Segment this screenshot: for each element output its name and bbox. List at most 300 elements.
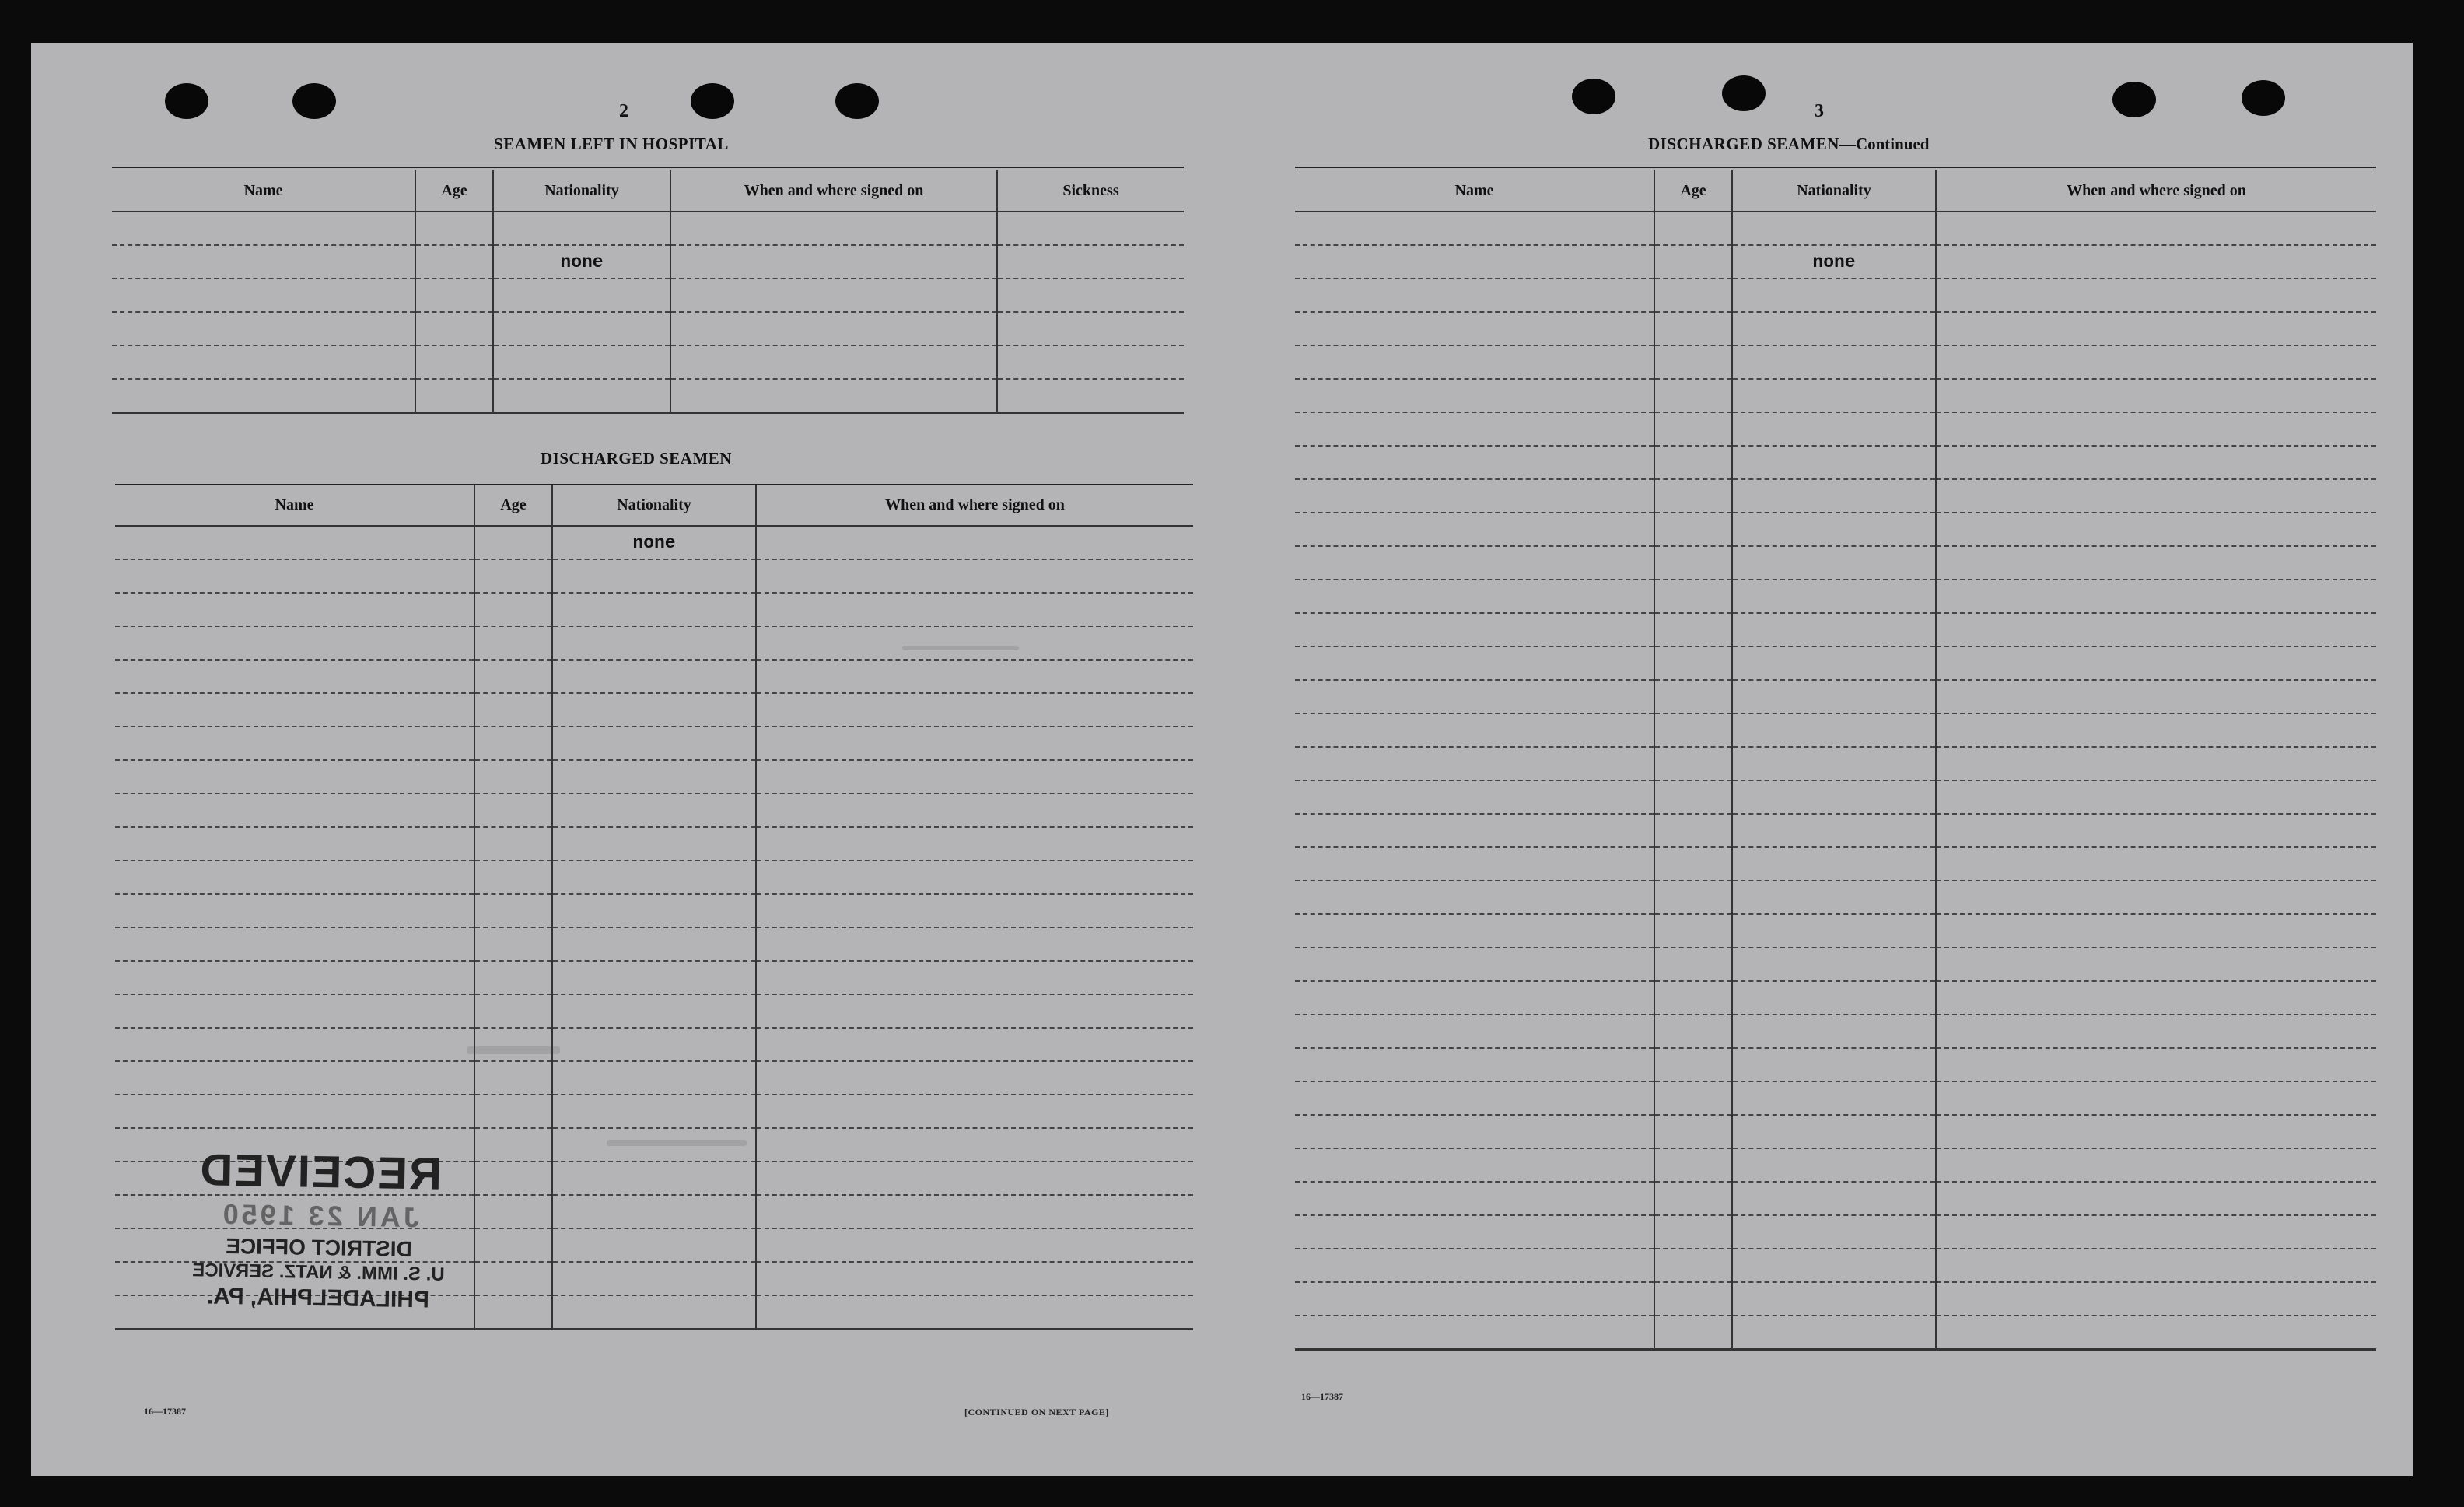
- cell: [670, 279, 997, 312]
- cell: [1732, 847, 1936, 881]
- cell: [1936, 881, 2376, 914]
- section-title-text: DISCHARGED SEAMEN: [1648, 135, 1839, 153]
- cell: [670, 212, 997, 245]
- cell: [115, 559, 474, 593]
- table-row: [1295, 780, 2376, 814]
- cell: [474, 760, 552, 794]
- discharged-continued-title: [1648, 135, 1929, 154]
- cell: [1295, 1182, 1654, 1215]
- cell: [1936, 279, 2376, 312]
- cell: [1654, 1215, 1732, 1249]
- cell: [474, 660, 552, 693]
- cell: [1295, 412, 1654, 446]
- table-row: [1295, 479, 2376, 513]
- cell: [1654, 1081, 1732, 1115]
- cell: [1936, 1115, 2376, 1148]
- cell: [552, 559, 756, 593]
- cell: [115, 660, 474, 693]
- table-row: [1295, 847, 2376, 881]
- column-header-name: Name: [1295, 169, 1654, 212]
- cell: [474, 1095, 552, 1128]
- cell: [997, 212, 1184, 245]
- table-row: [1295, 245, 2376, 279]
- table-row: [115, 1028, 1193, 1061]
- table-row: [1295, 312, 2376, 345]
- cell: [1936, 345, 2376, 379]
- table-row: [1295, 546, 2376, 580]
- cell: [115, 827, 474, 860]
- cell: [1936, 245, 2376, 279]
- cell: [1936, 1048, 2376, 1081]
- table-row: [1295, 1115, 2376, 1148]
- cell: [552, 727, 756, 760]
- cell: [1295, 245, 1654, 279]
- table-header-row: [115, 483, 1193, 526]
- table-row: [115, 693, 1193, 727]
- cell: [474, 1028, 552, 1061]
- cell: [552, 794, 756, 827]
- cell: [997, 245, 1184, 279]
- stamp-date: JAN 23 1950: [219, 1197, 420, 1234]
- cell: [756, 693, 1193, 727]
- cell: [1732, 1015, 1936, 1048]
- cell: [1654, 580, 1732, 613]
- cell: [552, 626, 756, 660]
- cell: [1732, 1048, 1936, 1081]
- cell: [1295, 1148, 1654, 1182]
- cell: [552, 693, 756, 727]
- cell: [415, 379, 493, 413]
- cell: [1654, 747, 1732, 780]
- cell: [415, 279, 493, 312]
- cell: [997, 379, 1184, 413]
- cell: [115, 1095, 474, 1128]
- cell: [1654, 780, 1732, 814]
- cell: [1936, 1249, 2376, 1282]
- cell: [474, 1262, 552, 1295]
- cell: [474, 727, 552, 760]
- cell: [474, 1295, 552, 1330]
- cell: [1936, 914, 2376, 948]
- cell: [1654, 1182, 1732, 1215]
- cell: [474, 1061, 552, 1095]
- column-header-sickness: Sickness: [997, 169, 1184, 212]
- cell: [1732, 412, 1936, 446]
- cell: [1295, 513, 1654, 546]
- table-row: [115, 760, 1193, 794]
- cell: [1936, 1316, 2376, 1350]
- cell: [1732, 981, 1936, 1015]
- column-header-name: Name: [112, 169, 415, 212]
- cell: [1654, 1148, 1732, 1182]
- table-row: [115, 961, 1193, 994]
- stamp-service: U. S. IMM. & NATZ. SERVICE: [192, 1260, 445, 1285]
- cell: [552, 927, 756, 961]
- cell: [1936, 312, 2376, 345]
- cell: [670, 245, 997, 279]
- cell: [756, 961, 1193, 994]
- cell: [1936, 446, 2376, 479]
- cell: [1654, 479, 1732, 513]
- cell: [1732, 1282, 1936, 1316]
- cell: [1654, 345, 1732, 379]
- cell: [1295, 1081, 1654, 1115]
- cell: [1936, 580, 2376, 613]
- cell: [1295, 1015, 1654, 1048]
- cell: [1654, 446, 1732, 479]
- cell: [1732, 713, 1936, 747]
- cell: [1654, 948, 1732, 981]
- cell: [115, 526, 474, 559]
- cell: [997, 279, 1184, 312]
- cell: [1654, 546, 1732, 580]
- hospital-section-title: SEAMEN LEFT IN HOSPITAL: [494, 135, 729, 153]
- cell: [493, 279, 670, 312]
- cell: [1732, 814, 1936, 847]
- cell: [1732, 780, 1936, 814]
- table-row: [115, 593, 1193, 626]
- cell: [1295, 713, 1654, 747]
- cell: [552, 1195, 756, 1228]
- cell: [756, 1195, 1193, 1228]
- cell: [1654, 680, 1732, 713]
- cell: [1295, 647, 1654, 680]
- table-row: [1295, 345, 2376, 379]
- cell: [756, 894, 1193, 927]
- table-row: [1295, 747, 2376, 780]
- cell: [1295, 814, 1654, 847]
- cell: [756, 1095, 1193, 1128]
- table-row: [1295, 914, 2376, 948]
- table-row: [115, 860, 1193, 894]
- stamp-office: DISTRICT OFFICE: [226, 1233, 413, 1262]
- cell: [756, 760, 1193, 794]
- cell: [1295, 1249, 1654, 1282]
- cell: [756, 860, 1193, 894]
- cell: [1936, 546, 2376, 580]
- column-header-nationality: Nationality: [493, 169, 670, 212]
- cell: [1732, 881, 1936, 914]
- cell: [1732, 279, 1936, 312]
- cell: [670, 345, 997, 379]
- cell: [415, 245, 493, 279]
- cell: [552, 660, 756, 693]
- cell: [1295, 1115, 1654, 1148]
- received-stamp: [170, 1145, 468, 1353]
- cell: [756, 827, 1193, 860]
- cell: [670, 379, 997, 413]
- table-header-row: [1295, 169, 2376, 212]
- cell: [115, 1061, 474, 1095]
- cell: [756, 626, 1193, 660]
- cell: [552, 1095, 756, 1128]
- cell: [1732, 212, 1936, 245]
- discharged-section-title: DISCHARGED SEAMEN: [541, 449, 732, 468]
- cell: [1295, 446, 1654, 479]
- cell: [1654, 647, 1732, 680]
- cell: [474, 693, 552, 727]
- cell: [1295, 580, 1654, 613]
- column-header-nationality: Nationality: [1732, 169, 1936, 212]
- cell: [1732, 312, 1936, 345]
- table-row: [1295, 981, 2376, 1015]
- cell: [112, 345, 415, 379]
- cell: [552, 1295, 756, 1330]
- cell: [756, 593, 1193, 626]
- cell: [1936, 814, 2376, 847]
- table-row: [1295, 513, 2376, 546]
- table-row: [1295, 1249, 2376, 1282]
- table-row: [1295, 279, 2376, 312]
- cell: [1295, 1215, 1654, 1249]
- cell: [756, 559, 1193, 593]
- cell: [1654, 279, 1732, 312]
- cell: [1936, 747, 2376, 780]
- cell: [1936, 1081, 2376, 1115]
- cell: [1654, 847, 1732, 881]
- cell: [474, 593, 552, 626]
- table-row: [115, 559, 1193, 593]
- right-page: [1222, 43, 2413, 1476]
- cell: [1936, 379, 2376, 412]
- cell: [1732, 479, 1936, 513]
- cell: [1654, 914, 1732, 948]
- cell: [552, 1061, 756, 1095]
- cell: [1295, 345, 1654, 379]
- left-page: [31, 43, 1221, 1476]
- table-row: [115, 927, 1193, 961]
- cell: [474, 1162, 552, 1195]
- cell: [1732, 1249, 1936, 1282]
- table-row: [1295, 647, 2376, 680]
- cell: [1654, 1048, 1732, 1081]
- table-row: [115, 994, 1193, 1028]
- cell: [1654, 981, 1732, 1015]
- cell: [1732, 345, 1936, 379]
- section-title-suffix: —Continued: [1839, 135, 1930, 153]
- nationality-entry: none: [1732, 245, 1936, 279]
- cell: [1732, 948, 1936, 981]
- cell: [1295, 312, 1654, 345]
- cell: [474, 526, 552, 559]
- cell: [1295, 747, 1654, 780]
- cell: [112, 279, 415, 312]
- table-row: [112, 212, 1184, 245]
- table-row: [1295, 680, 2376, 713]
- cell: [552, 894, 756, 927]
- table-row: [115, 727, 1193, 760]
- cell: [1654, 245, 1732, 279]
- table-row: [1295, 948, 2376, 981]
- cell: [1936, 1282, 2376, 1316]
- cell: [1654, 1115, 1732, 1148]
- cell: [756, 1162, 1193, 1195]
- cell: [997, 345, 1184, 379]
- column-header-age: Age: [474, 483, 552, 526]
- cell: [1295, 546, 1654, 580]
- cell: [756, 1262, 1193, 1295]
- cell: [1295, 613, 1654, 647]
- cell: [1732, 680, 1936, 713]
- cell: [474, 894, 552, 927]
- cell: [1732, 1182, 1936, 1215]
- cell: [552, 593, 756, 626]
- table-row: [1295, 446, 2376, 479]
- table-row: [1295, 379, 2376, 412]
- cell: [1732, 1081, 1936, 1115]
- cell: [1732, 546, 1936, 580]
- cell: [474, 1128, 552, 1162]
- cell: [1732, 1215, 1936, 1249]
- cell: [756, 927, 1193, 961]
- column-header-name: Name: [115, 483, 474, 526]
- column-header-signed-on: When and where signed on: [670, 169, 997, 212]
- cell: [115, 927, 474, 961]
- table-row: [112, 379, 1184, 413]
- cell: [1936, 1148, 2376, 1182]
- cell: [552, 1262, 756, 1295]
- cell: [1732, 647, 1936, 680]
- cell: [1936, 412, 2376, 446]
- cell: [756, 727, 1193, 760]
- page-number: 3: [1815, 101, 1824, 121]
- cell: [112, 312, 415, 345]
- cell: [474, 626, 552, 660]
- cell: [552, 1162, 756, 1195]
- table-row: [112, 312, 1184, 345]
- cell: [552, 1228, 756, 1262]
- cell: [1295, 680, 1654, 713]
- cell: [1295, 780, 1654, 814]
- table-row: [1295, 881, 2376, 914]
- cell: [415, 212, 493, 245]
- table-row: [1295, 1215, 2376, 1249]
- cell: [756, 660, 1193, 693]
- table-row: [1295, 1148, 2376, 1182]
- cell: [1295, 948, 1654, 981]
- cell: [1732, 1115, 1936, 1148]
- form-code: 16—17387: [144, 1406, 186, 1417]
- column-header-nationality: Nationality: [552, 483, 756, 526]
- column-header-age: Age: [415, 169, 493, 212]
- cell: [1936, 847, 2376, 881]
- form-code: 16—17387: [1301, 1391, 1343, 1402]
- cell: [474, 860, 552, 894]
- cell: [1936, 948, 2376, 981]
- cell: [756, 1228, 1193, 1262]
- cell: [1295, 847, 1654, 881]
- cell: [552, 1128, 756, 1162]
- cell: [493, 379, 670, 413]
- cell: [474, 927, 552, 961]
- cell: [552, 860, 756, 894]
- cell: [115, 860, 474, 894]
- cell: [493, 212, 670, 245]
- table-row: [115, 660, 1193, 693]
- cell: [1936, 680, 2376, 713]
- cell: [1295, 881, 1654, 914]
- table-row: [115, 1061, 1193, 1095]
- cell: [1732, 513, 1936, 546]
- cell: [1936, 479, 2376, 513]
- cell: [1732, 379, 1936, 412]
- stamp-received: RECEIVED: [198, 1144, 443, 1200]
- cell: [1654, 412, 1732, 446]
- cell: [1732, 1316, 1936, 1350]
- table-row: [1295, 1048, 2376, 1081]
- table-row: [115, 827, 1193, 860]
- cell: [1295, 914, 1654, 948]
- cell: [552, 961, 756, 994]
- document-sheet: [31, 43, 2413, 1476]
- table-row: [1295, 1282, 2376, 1316]
- table-row: [1295, 1316, 2376, 1350]
- cell: [1654, 881, 1732, 914]
- table-row: [112, 245, 1184, 279]
- cell: [1654, 713, 1732, 747]
- cell: [115, 727, 474, 760]
- cell: [112, 379, 415, 413]
- cell: [1295, 1316, 1654, 1350]
- table-row: [1295, 580, 2376, 613]
- cell: [474, 794, 552, 827]
- cell: [1295, 379, 1654, 412]
- hospital-table: [112, 167, 1184, 414]
- cell: [1654, 1282, 1732, 1316]
- cell: [1936, 212, 2376, 245]
- continued-note: [CONTINUED ON NEXT PAGE]: [964, 1407, 1109, 1418]
- table-row: [115, 794, 1193, 827]
- cell: [1654, 1015, 1732, 1048]
- cell: [115, 994, 474, 1028]
- cell: [1654, 1249, 1732, 1282]
- table-row: [112, 279, 1184, 312]
- cell: [756, 1028, 1193, 1061]
- cell: [1295, 479, 1654, 513]
- cell: [552, 994, 756, 1028]
- cell: [1654, 379, 1732, 412]
- cell: [115, 593, 474, 626]
- cell: [115, 626, 474, 660]
- table-row: [115, 1095, 1193, 1128]
- cell: [1295, 1048, 1654, 1081]
- cell: [552, 1028, 756, 1061]
- cell: [756, 526, 1193, 559]
- cell: [1654, 1316, 1732, 1350]
- table-row: [1295, 1182, 2376, 1215]
- table-row: [1295, 1015, 2376, 1048]
- cell: [115, 1028, 474, 1061]
- cell: [1936, 613, 2376, 647]
- cell: [115, 894, 474, 927]
- cell: [474, 1195, 552, 1228]
- cell: [1936, 1015, 2376, 1048]
- page-number: 2: [619, 101, 628, 121]
- cell: [1936, 513, 2376, 546]
- column-header-signed-on: When and where signed on: [756, 483, 1193, 526]
- cell: [1654, 613, 1732, 647]
- cell: [115, 693, 474, 727]
- column-header-age: Age: [1654, 169, 1732, 212]
- table-row: [1295, 412, 2376, 446]
- cell: [1732, 914, 1936, 948]
- cell: [415, 345, 493, 379]
- cell: [415, 312, 493, 345]
- cell: [1936, 981, 2376, 1015]
- cell: [1936, 1215, 2376, 1249]
- cell: [493, 312, 670, 345]
- table-row: [115, 526, 1193, 559]
